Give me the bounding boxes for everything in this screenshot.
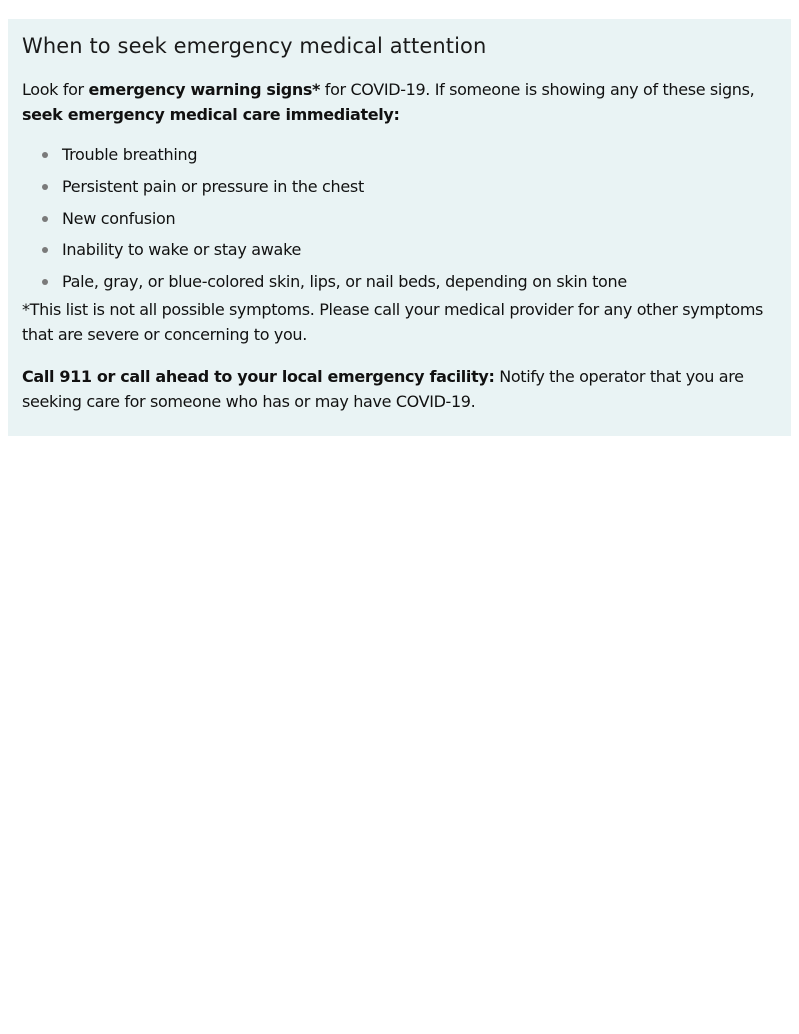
list-item bbox=[22, 268, 777, 300]
intro-text-start: Look for bbox=[22, 80, 89, 99]
call-911-text: Notify the operator that you are seeking care for someone who has or may have COVID-19. bbox=[22, 366, 744, 411]
intro-text-middle: for COVID-19. If someone is showing any of these signs, bbox=[320, 80, 755, 99]
bullet-icon bbox=[42, 279, 48, 285]
bullet-icon bbox=[42, 247, 48, 253]
symptoms-note: *This list is not all possible symptoms. Please call your medical provider for any other symptoms that are severe or concerning to you. bbox=[22, 299, 764, 344]
bullet-icon bbox=[42, 152, 48, 158]
callout-title: When to seek emergency medical attention bbox=[22, 34, 487, 58]
list-item bbox=[22, 173, 777, 205]
intro-warning-signs: emergency warning signs* bbox=[88, 80, 321, 99]
call-911-heading: Call 911 or call ahead to your local emergency facility: bbox=[22, 366, 495, 386]
bullet-icon bbox=[42, 216, 48, 222]
emergency-callout bbox=[8, 19, 791, 436]
list-item bbox=[22, 141, 777, 173]
list-item-label: New confusion bbox=[62, 208, 176, 228]
warning-signs-list bbox=[22, 141, 777, 300]
list-item-label: Pale, gray, or blue-colored skin, lips, or nail beds, depending on skin tone bbox=[62, 272, 627, 291]
list-item-label: Persistent pain or pressure in the chest bbox=[62, 176, 364, 196]
call-911-paragraph bbox=[22, 364, 777, 414]
bullet-icon bbox=[42, 184, 48, 190]
intro-seek-care: seek emergency medical care immediately: bbox=[22, 105, 400, 124]
intro-paragraph bbox=[22, 77, 777, 127]
list-item bbox=[22, 205, 777, 237]
list-item bbox=[22, 236, 777, 268]
list-item-label: Trouble breathing bbox=[62, 145, 198, 164]
list-item-label: Inability to wake or stay awake bbox=[62, 240, 302, 260]
